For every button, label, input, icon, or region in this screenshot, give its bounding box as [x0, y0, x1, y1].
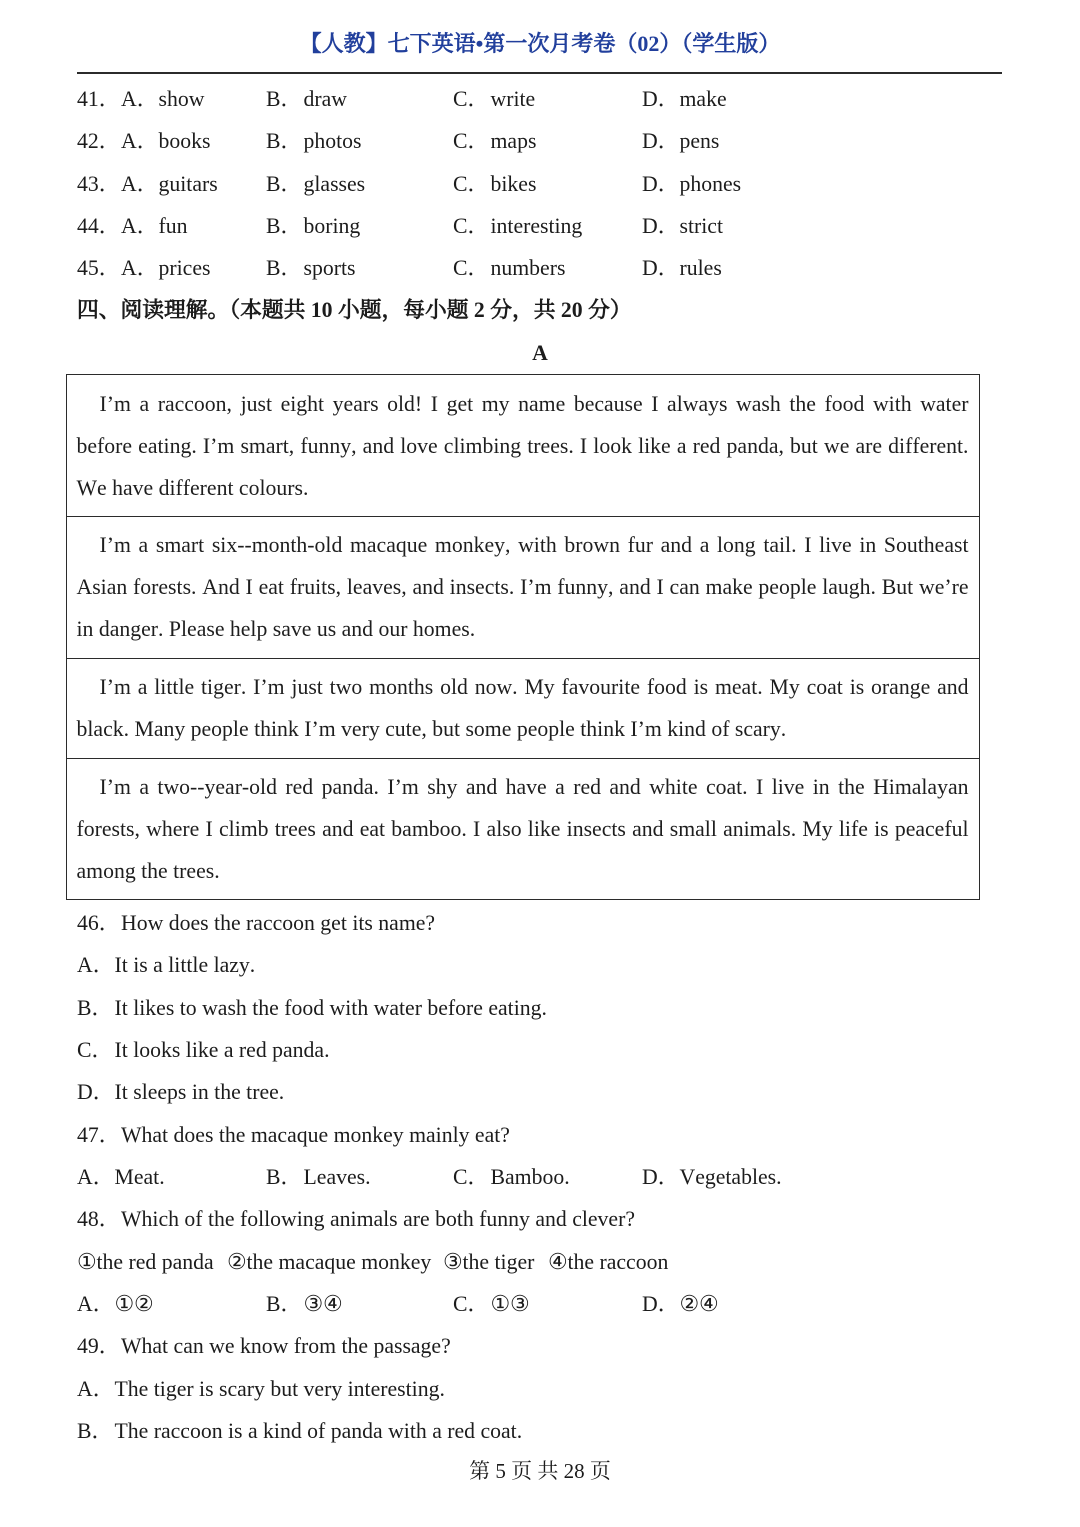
option-label: A．: [77, 1165, 115, 1189]
question-46-option-b: [0, 987, 1080, 1029]
option-text: Vegetables.: [679, 1165, 782, 1189]
option-text: The raccoon is a kind of panda with a red coat.: [114, 1419, 523, 1443]
option-text: write: [490, 87, 536, 111]
question-number: 41．: [77, 87, 121, 111]
option-text: sports: [303, 256, 356, 281]
choice-item: ③the tiger: [443, 1249, 535, 1274]
option-text: Leaves.: [303, 1165, 371, 1189]
option-label: B．: [266, 213, 303, 238]
option-label: A．: [121, 171, 159, 196]
option-text: draw: [303, 87, 347, 111]
option-text: It sleeps in the tree.: [114, 1080, 285, 1105]
question-49: [0, 1325, 1080, 1367]
option-label: D．: [77, 1080, 115, 1105]
option-text: phones: [679, 171, 742, 196]
passage-macaque: I’m a smart six--month-old macaque monkey, with brown fur and a long tail. I live in Southeast Asian forests. And I eat fruits, leaves, and insects. I’m funny, and I can make people laugh. But we’re in danger. Please help save us and our homes.: [67, 516, 979, 658]
option-label: C．: [453, 1292, 490, 1316]
option-text: glasses: [303, 171, 366, 196]
question-48-options: [0, 1283, 1080, 1325]
option-text: maps: [490, 129, 537, 154]
option-label: B．: [266, 1292, 303, 1316]
section-heading: 四、阅读理解。（本题共 10 小题，每小题 2 分，共 20 分）: [77, 298, 632, 322]
option-text: ①②: [114, 1292, 154, 1316]
passage-red-panda: I’m a two--year-old red panda. I’m shy and have a red and white coat. I live in the Himalayan forests, where I climb trees and eat bamboo. I also like insects and small animals. My life is peaceful among the trees.: [67, 758, 979, 899]
question-text: What does the macaque monkey mainly eat?: [121, 1122, 510, 1147]
option-text: ①③: [490, 1292, 530, 1316]
question-number: 44．: [77, 213, 121, 238]
question-46-option-d: [0, 1071, 1080, 1113]
option-label: D．: [642, 1165, 680, 1189]
option-label: A．: [121, 87, 159, 111]
option-label: D．: [642, 129, 680, 154]
question-47: [0, 1114, 1080, 1156]
cloze-row-41: [0, 78, 1080, 120]
option-label: D．: [642, 256, 680, 281]
cloze-row-45: [0, 247, 1080, 289]
option-label: A．: [77, 1292, 115, 1316]
option-label: A．: [77, 953, 115, 978]
option-label: A．: [77, 1376, 115, 1401]
option-text: guitars: [158, 171, 218, 196]
option-label: A．: [121, 213, 159, 238]
passage-label: A: [532, 341, 548, 365]
question-49-option-b: [0, 1410, 1080, 1452]
option-text: It is a little lazy.: [114, 953, 256, 978]
question-48-choices: [0, 1241, 1080, 1283]
option-text: pens: [679, 129, 720, 154]
question-48: [0, 1198, 1080, 1240]
option-label: B．: [266, 1165, 303, 1189]
option-label: C．: [453, 256, 490, 281]
question-number: 48．: [77, 1207, 121, 1232]
passage-tiger: I’m a little tiger. I’m just two months old now. My favourite food is meat. My coat is orange and black. Many people think I’m very cute, but some people think I’m kind of scary.: [67, 658, 979, 758]
option-label: D．: [642, 1292, 680, 1316]
question-46-option-c: [0, 1029, 1080, 1071]
question-text: How does the raccoon get its name?: [121, 911, 436, 935]
option-text: show: [158, 87, 205, 111]
choice-item: ④the raccoon: [548, 1249, 669, 1274]
option-label: C．: [453, 87, 490, 111]
option-label: B．: [266, 129, 303, 154]
option-label: B．: [266, 171, 303, 196]
option-text: ②④: [679, 1292, 719, 1316]
option-label: D．: [642, 213, 680, 238]
page-footer: 第 5 页 共 28 页: [469, 1459, 611, 1483]
option-text: It likes to wash the food with water before eating.: [114, 995, 547, 1020]
option-label: B．: [266, 256, 303, 281]
option-text: books: [158, 129, 211, 154]
option-label: D．: [642, 87, 680, 111]
option-label: D．: [642, 171, 680, 196]
option-text: bikes: [490, 171, 537, 196]
option-label: C．: [453, 1165, 490, 1189]
question-text: What can we know from the passage?: [121, 1334, 451, 1359]
option-label: C．: [453, 171, 490, 196]
question-47-options: [0, 1156, 1080, 1198]
option-text: make: [679, 87, 727, 111]
passage-raccoon: I’m a raccoon, just eight years old! I get my name because I always wash the food with water before eating. I’m smart, funny, and love climbing trees. I look like a red panda, but we are different. We have different colours.: [76, 391, 969, 500]
question-number: 42．: [77, 129, 121, 154]
option-label: C．: [453, 129, 490, 154]
option-label: B．: [77, 995, 114, 1020]
header-divider: [77, 72, 1002, 74]
cloze-row-42: [0, 120, 1080, 162]
question-number: 43．: [77, 171, 121, 196]
question-text: Which of the following animals are both funny and clever?: [121, 1207, 635, 1232]
option-text: Meat.: [114, 1165, 165, 1189]
option-text: The tiger is scary but very interesting.: [114, 1376, 445, 1401]
option-label: B．: [77, 1419, 114, 1443]
option-label: A．: [121, 256, 159, 281]
option-label: C．: [453, 213, 490, 238]
passage-box: [66, 374, 980, 900]
option-label: B．: [266, 87, 303, 111]
option-text: numbers: [490, 256, 566, 281]
question-46: [0, 902, 1080, 944]
option-text: prices: [158, 256, 211, 281]
cloze-row-44: [0, 205, 1080, 247]
option-text: Bamboo.: [490, 1165, 570, 1189]
question-46-option-a: [0, 944, 1080, 986]
question-49-option-a: [0, 1368, 1080, 1410]
option-text: fun: [158, 213, 188, 238]
choice-item: ②the macaque monkey: [227, 1249, 432, 1274]
option-text: interesting: [490, 213, 583, 238]
question-number: 46．: [77, 911, 121, 935]
option-text: strict: [679, 213, 723, 238]
question-number: 45．: [77, 256, 121, 281]
option-text: rules: [679, 256, 722, 281]
option-text: photos: [303, 129, 362, 154]
option-label: A．: [121, 129, 159, 154]
cloze-row-43: [0, 163, 1080, 205]
option-text: ③④: [303, 1292, 343, 1316]
option-text: boring: [303, 213, 361, 238]
option-text: It looks like a red panda.: [114, 1038, 330, 1062]
page-header-title: 【人教】七下英语•第一次月考卷（02）（学生版）: [299, 31, 781, 56]
choice-item: ①the red panda: [77, 1249, 214, 1274]
question-number: 49．: [77, 1334, 121, 1359]
question-number: 47．: [77, 1122, 121, 1147]
option-label: C．: [77, 1038, 114, 1062]
